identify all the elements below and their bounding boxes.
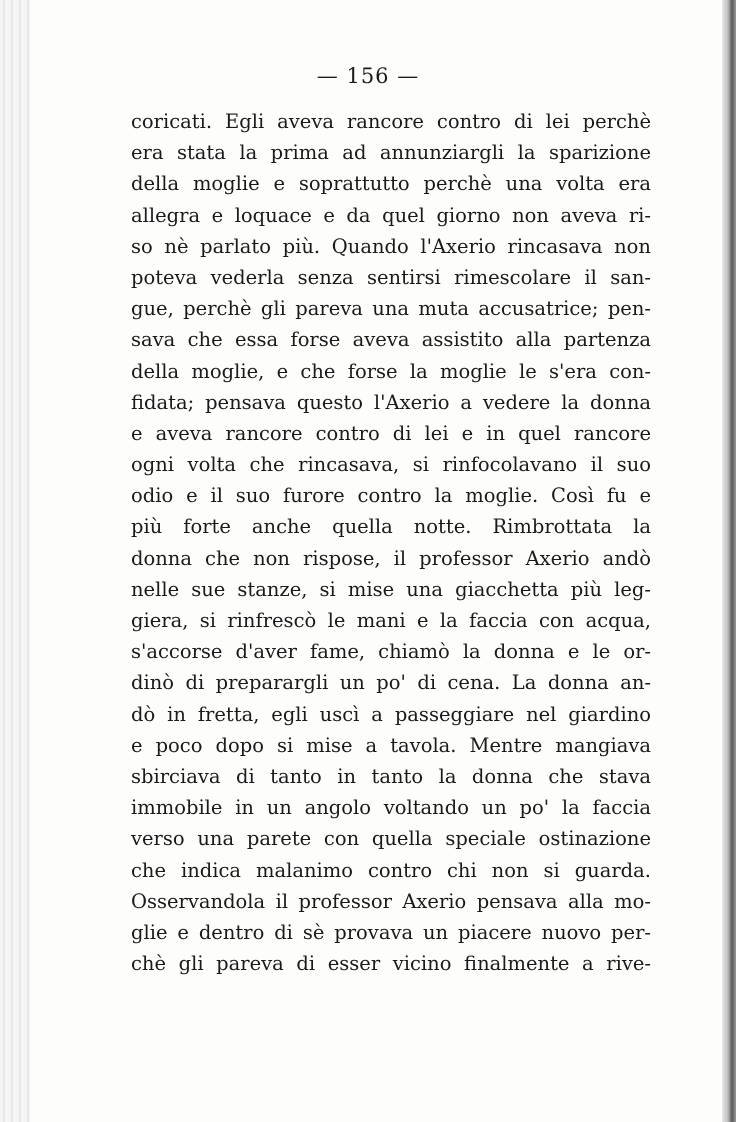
text-line: verso una parete con quella speciale ostinazione	[131, 827, 651, 851]
page-edge-shadow	[722, 0, 736, 1122]
text-line: allegra e loquace e da quel giorno non aveva ri-	[131, 203, 651, 227]
body-text	[131, 106, 651, 979]
text-line: e aveva rancore contro di lei e in quel rancore	[131, 421, 651, 445]
text-line: più forte anche quella notte. Rimbrottata la	[131, 515, 651, 539]
text-line: immobile in un angolo voltando un po' la faccia	[131, 796, 651, 820]
text-line: sava che essa forse aveva assistito alla partenza	[131, 328, 651, 352]
text-line: donna che non rispose, il professor Axerio andò	[131, 546, 651, 570]
text-line: coricati. Egli aveva rancore contro di lei perchè	[131, 110, 651, 133]
text-line: so nè parlato più. Quando l'Axerio rincasava non	[131, 234, 651, 258]
text-line: poteva vederla senza sentirsi rimescolare il san-	[131, 265, 651, 289]
text-line: era stata la prima ad annunziargli la sparizione	[131, 141, 651, 165]
text-line: giera, si rinfrescò le mani e la faccia con acqua,	[131, 609, 651, 632]
text-line: glie e dentro di sè provava un piacere nuovo per-	[131, 920, 651, 944]
text-line: della moglie, e che forse la moglie le s'era con-	[131, 359, 651, 383]
text-line: gue, perchè gli pareva una muta accusatrice; pen-	[131, 297, 651, 321]
text-line: Osservandola il professor Axerio pensava alla mo-	[131, 889, 651, 913]
text-line: dò in fretta, egli uscì a passeggiare nel giardino	[131, 702, 651, 726]
text-line: s'accorse d'aver fame, chiamò la donna e le or-	[131, 640, 651, 664]
page-number: — 156 —	[316, 64, 420, 88]
text-line: che indica malanimo contro chi non si guarda.	[131, 858, 651, 882]
text-line: della moglie e soprattutto perchè una volta era	[131, 172, 651, 196]
text-line: fidata; pensava questo l'Axerio a vedere la donna	[131, 390, 651, 414]
text-line: ogni volta che rincasava, si rinfocolavano il suo	[131, 453, 651, 477]
text-line: sbirciava di tanto in tanto la donna che stava	[131, 764, 651, 788]
text-line: nelle sue stanze, si mise una giacchetta più leg-	[131, 577, 651, 601]
text-line: e poco dopo si mise a tavola. Mentre mangiava	[131, 733, 651, 757]
text-line: dinò di preparargli un po' di cena. La donna an-	[131, 671, 651, 695]
binding-gutter	[0, 0, 30, 1122]
text-line: chè gli pareva di esser vicino finalmente a rive-	[131, 952, 651, 976]
text-line: odio e il suo furore contro la moglie. Così fu e	[131, 484, 651, 508]
